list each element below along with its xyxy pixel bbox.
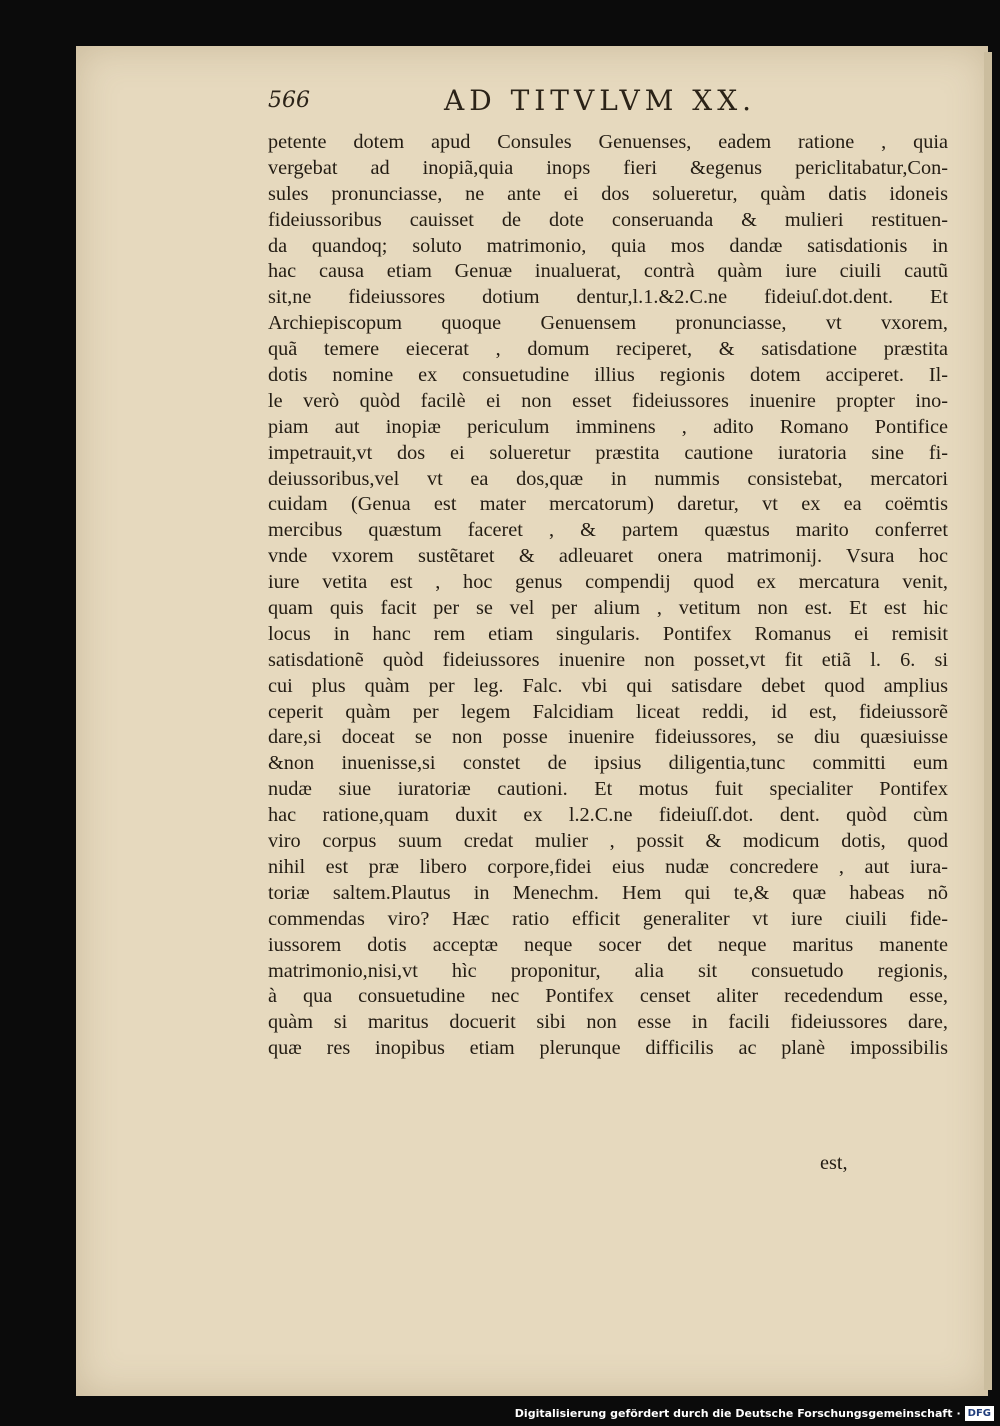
text-line: piam aut inopiæ periculum imminens , adito Romano Pontifice — [268, 415, 948, 438]
text-line: Archiepiscopum quoque Genuensem pronunciasse, vt vxorem, — [268, 312, 948, 335]
text-line: nihil est præ libero corpore,fidei eius nudæ concredere , aut iura- — [268, 855, 948, 878]
text-line: iure vetita est , hoc genus compendij quod ex mercatura venit, — [268, 571, 948, 594]
dfg-logo-icon: DFG — [965, 1406, 994, 1421]
text-line: locus in hanc rem etiam singularis. Pontifex Romanus ei remisit — [268, 622, 948, 645]
text-line: sit,ne fideiussores dotium dentur,l.1.&2.C.ne fideiuſ.dot.dent. Et — [268, 286, 948, 309]
text-line: dare,si doceat se non posse inuenire fideiussores, se diu quæsiuisse — [268, 726, 948, 749]
text-line: hac causa etiam Genuæ inualuerat, contrà quàm iure ciuili cautũ — [268, 260, 948, 283]
text-line: impetrauit,vt dos ei solueretur præstita cautione iuratoria sine fi- — [268, 441, 948, 464]
text-line: &non inuenisse,si constet de ipsius diligentia,tunc committi eum — [268, 752, 948, 775]
text-line: nudæ siue iuratoriæ cautioni. Et motus fuit specialiter Pontifex — [268, 778, 948, 801]
text-line: dotis nomine ex consuetudine illius regionis dotem acciperet. Il- — [268, 364, 948, 387]
text-line: quam quis facit per se vel per alium , vetitum non est. Et est hic — [268, 597, 948, 620]
text-line: quæ res inopibus etiam plerunque difficilis ac planè impossibilis — [268, 1037, 948, 1060]
text-line: da quandoq; soluto matrimonio, quia mos dandæ satisdationis in — [268, 234, 948, 257]
text-line: hac ratione,quam duxit ex l.2.C.ne fideiuſſ.dot. dent. quòd cùm — [268, 804, 948, 827]
text-line: à qua consuetudine nec Pontifex censet aliter recedendum esse, — [268, 985, 948, 1008]
page-number: 566 — [268, 88, 310, 113]
text-line: viro corpus suum credat mulier , possit & modicum dotis, quod — [268, 830, 948, 853]
text-line: toriæ saltem.Plautus in Menechm. Hem qui te,& quæ habeas nõ — [268, 881, 948, 904]
text-line: cuidam (Genua est mater mercatorum) daretur, vt ex ea coëmtis — [268, 493, 948, 516]
page-edge — [984, 52, 992, 1390]
text-line: mercibus quæstum faceret , & partem quæstus marito conferret — [268, 519, 948, 542]
catchword: est, — [820, 1152, 848, 1174]
text-line: matrimonio,nisi,vt hìc proponitur, alia sit consuetudo regionis, — [268, 959, 948, 982]
body-text — [268, 130, 948, 1062]
text-line: satisdationẽ quòd fideiussores inuenire non posset,vt fit etiã l. 6. si — [268, 648, 948, 671]
running-title: AD TITVLVM XX. — [444, 84, 757, 117]
credit-text: Digitalisierung gefördert durch die Deutsche Forschungsgemeinschaft — [514, 1406, 953, 1420]
text-line: cui plus quàm per leg. Falc. vbi qui satisdare debet quod amplius — [268, 674, 948, 697]
text-line: vnde vxorem sustẽtaret & adleuaret onera matrimonij. Vsura hoc — [268, 545, 948, 568]
text-line: sules pronunciasse, ne ante ei dos solueretur, quàm datis idoneis — [268, 182, 948, 205]
digitization-credit: Digitalisierung gefördert durch die Deutsche Forschungsgemeinschaft · DFG — [515, 1404, 994, 1422]
text-line: ceperit quàm per legem Falcidiam liceat reddi, id est, fideiussorẽ — [268, 700, 948, 723]
text-line: vergebat ad inopiã,quia inops fieri &egenus periclitabatur,Con- — [268, 156, 948, 179]
text-line: commendas viro? Hæc ratio efficit generaliter vt iure ciuili fide- — [268, 907, 948, 930]
text-line: quã temere eiecerat , domum reciperet, & satisdatione præstita — [268, 338, 948, 361]
text-line: quàm si maritus docuerit sibi non esse in facili fideiussores dare, — [268, 1011, 948, 1034]
text-line: iussorem dotis acceptæ neque socer det neque maritus manente — [268, 933, 948, 956]
text-line: fideiussoribus cauisset de dote conseruanda & mulieri restituen- — [268, 208, 948, 231]
text-line: le verò quòd facilè ei non esset fideiussores inuenire propter ino- — [268, 389, 948, 412]
text-line: deiussoribus,vel vt ea dos,quæ in nummis consistebat, mercatori — [268, 467, 948, 490]
page-header — [268, 84, 868, 124]
text-line: petente dotem apud Consules Genuenses, eadem ratione , quia — [268, 131, 948, 153]
